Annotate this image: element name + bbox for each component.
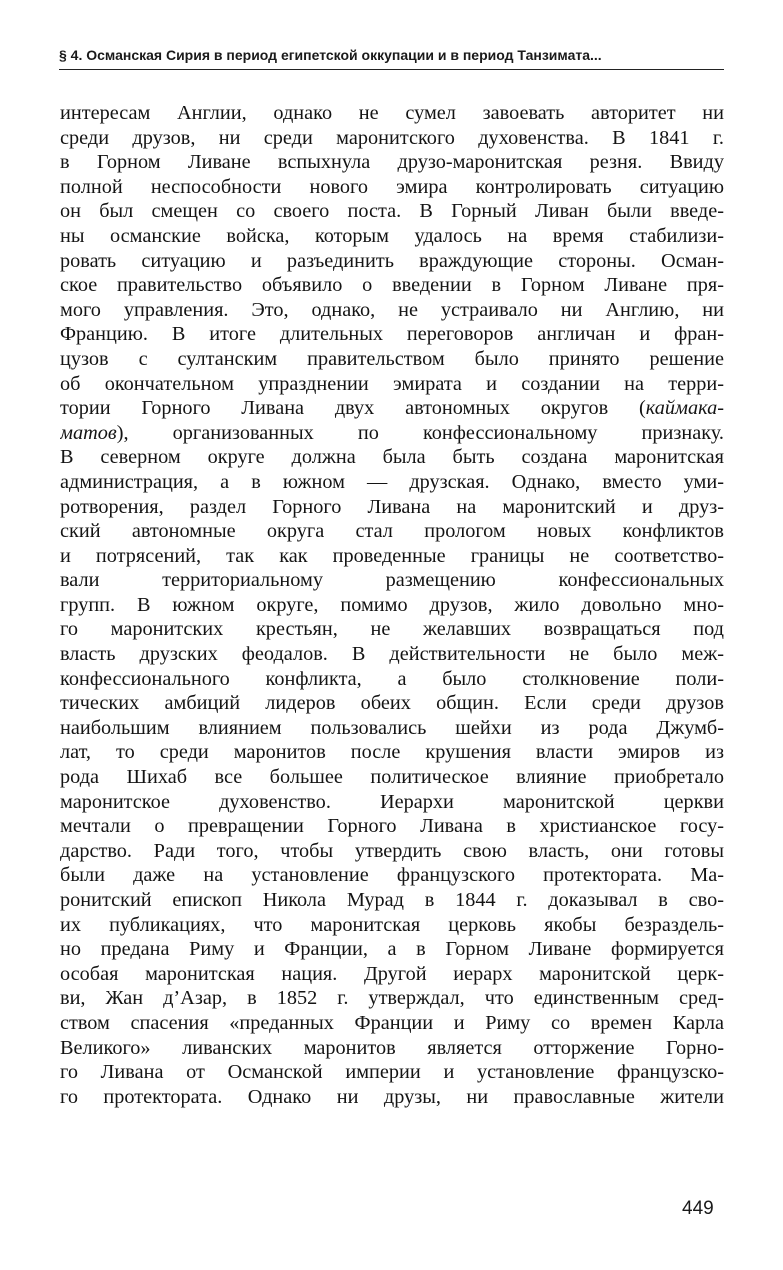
text-line: ны османские войска, которым удалось на время стабилизи-: [60, 224, 724, 247]
text-line: маронитское духовенство. Иерархи маронитской церкви: [60, 790, 724, 813]
italic-term: каймака-: [645, 397, 724, 420]
text-line: конфессионального конфликта, а было столкновение поли-: [60, 667, 724, 690]
text-line: полной неспособности нового эмира контролировать ситуацию: [60, 175, 724, 198]
text-line: дарство. Ради того, чтобы утвердить свою власть, они готовы: [60, 839, 724, 862]
text-line: в Горном Ливане вспыхнула друзо-маронитская резня. Ввиду: [60, 151, 724, 174]
text-line: [60, 396, 724, 421]
text-line: ронитский епископ Никола Мурад в 1844 г. доказывал в сво-: [60, 889, 724, 911]
text-line: вали территориальному размещению конфессиональных: [60, 569, 724, 592]
running-header: § 4. Османская Сирия в период египетской оккупации и в период Танзимата...: [59, 47, 724, 70]
page-number: 449: [682, 1198, 714, 1219]
text-line: мечтали о превращении Горного Ливана в христианское госу-: [60, 815, 724, 838]
text-line: их публикациях, что маронитская церковь якобы безраздель-: [60, 913, 724, 936]
text-line: ровать ситуацию и разъединить враждующие стороны. Осман-: [60, 249, 724, 272]
text-line: он был смещен со своего поста. В Горный Ливан были введе-: [60, 200, 724, 223]
body-text: [60, 101, 724, 1109]
text-fragment: ), организованных по конфессиональному признаку.: [116, 421, 724, 444]
text-line: мого управления. Это, однако, не устраивало ни Англию, ни: [60, 298, 724, 321]
text-line: были даже на установление французского протектората. Ма-: [60, 864, 724, 887]
text-line: ством спасения «преданных Франции и Риму со времен Карла: [60, 1011, 724, 1034]
text-line: рода Шихаб все большее политическое влияние приобретало: [60, 766, 724, 789]
text-line: [60, 421, 724, 446]
text-line: ви, Жан д’Азар, в 1852 г. утверждал, что единственным сред-: [60, 987, 724, 1010]
text-line: об окончательном упразднении эмирата и создании на терри-: [60, 372, 724, 395]
text-line: лат, то среди маронитов после крушения власти эмиров из: [60, 741, 724, 764]
text-line: го Ливана от Османской империи и установление французско-: [60, 1061, 724, 1084]
text-line: групп. В южном округе, помимо друзов, жило довольно мно-: [60, 593, 724, 616]
text-line: но предана Риму и Франции, а в Горном Ливане формируется: [60, 938, 724, 961]
text-line: цузов с султанским правительством было принято решение: [60, 347, 724, 370]
text-line: среди друзов, ни среди маронитского духовенства. В 1841 г.: [60, 126, 724, 149]
italic-term: матов: [60, 421, 117, 444]
text-line: тических амбиций лидеров обеих общин. Если среди друзов: [60, 692, 724, 715]
text-line: и потрясений, так как проведенные границы не соответство-: [60, 544, 724, 567]
text-line: администрация, а в южном — друзская. Однако, вместо уми-: [60, 470, 724, 493]
text-line: Францию. В итоге длительных переговоров англичан и фран-: [60, 323, 724, 346]
text-line: наибольшим влиянием пользовались шейхи из рода Джумб-: [60, 716, 724, 739]
text-line: власть друзских феодалов. В действительности не было меж-: [60, 643, 724, 666]
text-line: го протектората. Однако ни друзы, ни православные жители: [60, 1085, 724, 1108]
text-line: Великого» ливанских маронитов является отторжение Горно-: [60, 1036, 724, 1059]
text-line: ское правительство объявило о введении в Горном Ливане пря-: [60, 274, 724, 297]
text-line: ский автономные округа стал прологом новых конфликтов: [60, 520, 724, 543]
text-line: В северном округе должна была быть создана маронитская: [60, 446, 724, 469]
text-line: интересам Англии, однако не сумел завоевать авторитет ни: [60, 102, 724, 124]
text-fragment: тории Горного Ливана двух автономных округов (: [60, 397, 646, 420]
text-line: особая маронитская нация. Другой иерарх маронитской церк-: [60, 962, 724, 985]
text-line: го маронитских крестьян, не желавших возвращаться под: [60, 618, 724, 641]
text-line: ротворения, раздел Горного Ливана на маронитский и друз-: [60, 495, 724, 518]
